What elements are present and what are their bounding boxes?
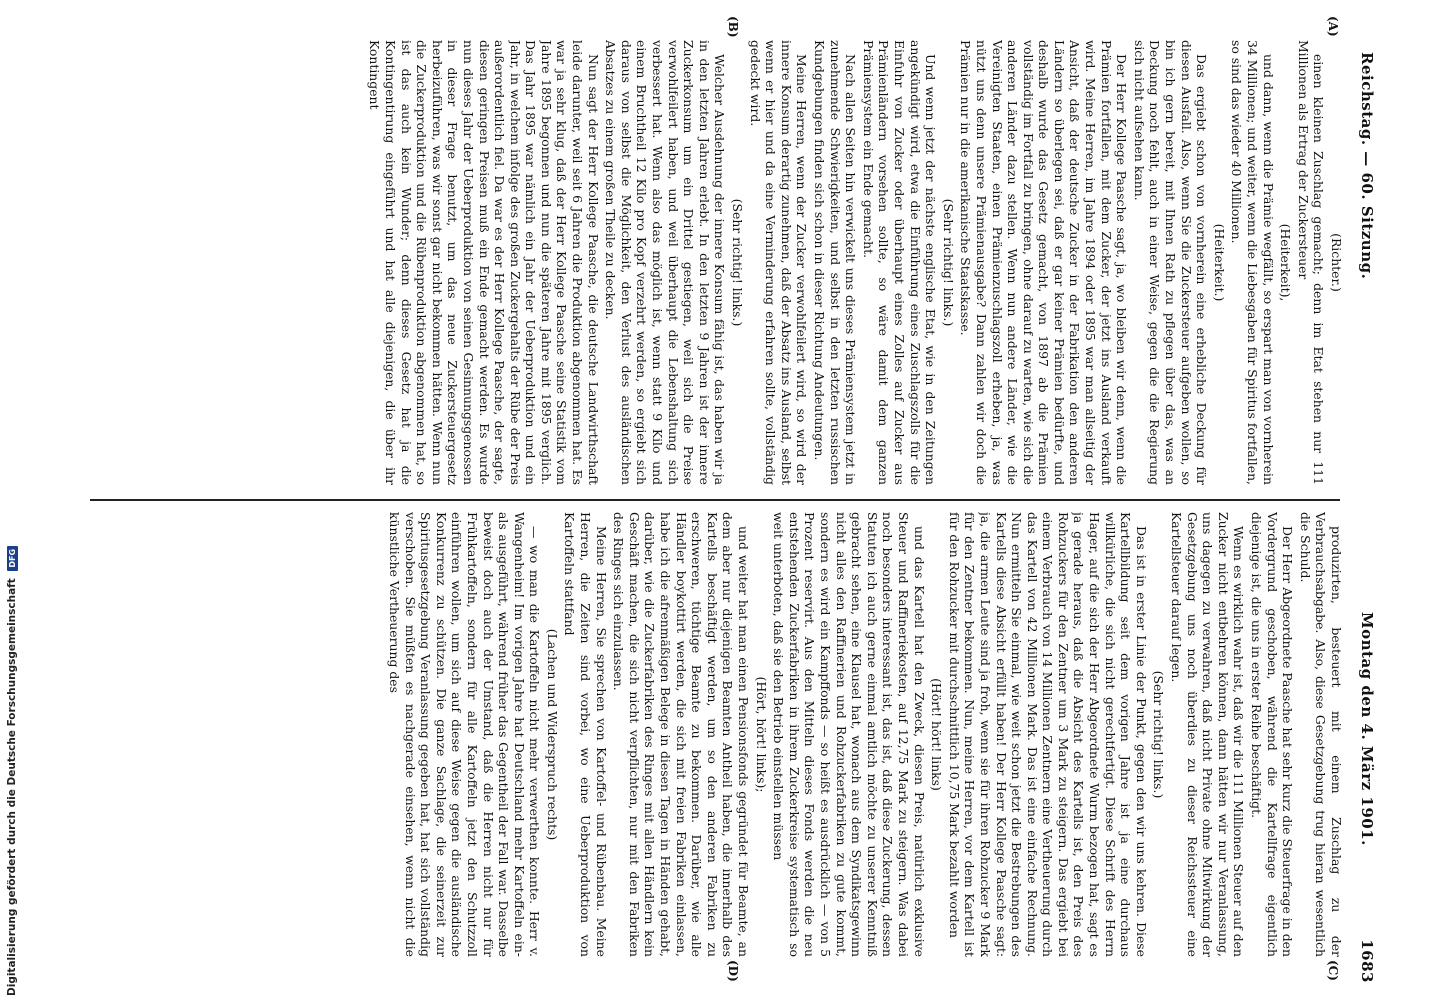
col_left-paragraph: (Heiterkeit.) [1211,223,1227,302]
col_right-paragraph: (Sehr richtig! links.) [1151,670,1167,799]
col_left-paragraph: Das ergiebt schon von vornherein eine erhebliche Deckung für diesen Ausfall. Also, wenn Sie die Zuckersteuer aufgeben wollen, so bin ich gern bereit, mit Ihnen Rath zu pflegen über das, was an Deckung noch fehlt, auch in einer Weise, gegen die die Regierung sich nicht aufsehen kann. [1131,40,1210,485]
col_left-paragraph: (Sehr richtig! links.) [940,198,956,327]
page-number: 1683 [1358,939,1376,983]
footer-credit-text: Digitalisierung gefördert durch die Deutsche Forschungsgemeinschaft [6,578,18,996]
rotated-page [80,12,1380,987]
col_left-paragraph: Der Herr Kollege Paasche sagt, ja, wo bleiben wir denn, wenn die Prämien fortfallen, mit dem Zucker, der jetzt ins Ausland verkauft wird. Meine Herren, im Jahre 1894 oder 1895 war man allseitig der Ansicht, daß der deutsche Zucker in der Fabrikation den anderen Ländern so überlegen sei, daß er gar keiner Prämien bedürfte, und deshalb wurde das Gesetz gemacht, von 1897 ab die Prämien vollständig im Fortfall zu bringen, ohne darauf zu warten, wie sich die anderen Länder dazu stellen. Wenn nun andere Länder, wie die Vereinigten Staaten, einen Prämienzuschlagszoll erheben, ja, was nützt uns denn unsere Prämienausgabe? Dann zahlen wir doch die Prämien nur in die amerikanische Staatskasse. [958,40,1130,485]
header-title: Reichstag. — 60. Sitzung. [1358,52,1376,280]
col_left-paragraph: Meine Herren, wenn der Zucker verwohlfeilert wird, so wird der innere Konsum derartig zunehmen, daß der Absatz ins Ausland, selbst wenn er hier und da eine Verminderung erfahren sollte, vollständig gedeckt wird. [747,40,810,485]
left-column [94,40,1344,485]
col_right-paragraph: Wenn es wirklich wahr ist, daß wir die 111 Millionen Steuer auf den Zucker nicht entbehren können, dann hätten wir nur Veranlassung, uns dagegen zu verwahren, daß nicht Private ohne Mitwirkung der Gesetzgebung uns noch überdies zu dieser Reichssteuer eine Kartellsteuer darauf legen. [1169,512,1247,957]
margin-label-a: (A) [1326,16,1340,37]
col_right-paragraph: Der Herr Abgeordnete Paasche hat sehr kurz die Steuerfrage in den Vordergrund geschoben, während die Kartellfrage eigentlich diejenige ist, die uns in erster Reihe beschäftigt. [1249,512,1296,957]
margin-label-c: (C) [1326,960,1340,981]
footer-strip [2,6,22,996]
col_left-paragraph: und dann, wenn die Prämie wegfällt, so erspart man von vornherein 34 Millionen; und weiter, wenn die Liebesgaben für Spiritus fortfallen, so sind das wieder 40 Millionen. [1229,40,1276,485]
col_left-paragraph: Nun sagt der Herr Kollege Paasche, die deutsche Landwirthschaft leide darunter, weil seit 6 Jahren die Produktion abgenommen hat. Es war ja sehr klug, daß der Herr Kollege Paasche seine Statistik vom Jahre 1895 begonnen und nun die späteren Jahre mit 1895 verglich. Das Jahr 1895 war nämlich ein Jahr der Ueberproduktion und ein Jahr, in welchem infolge des großen Zuckergehalts der Rübe der Preis außerordentlich fiel. Da war es der Herr Kollege Paasche, der sagte, diesen geringen Preisen muß ein Ende gemacht werden. Es wurde nun dieses Jahr der Ueberproduktion von seinen Gesinnungsgenossen in dieser Frage benutzt, um das neue Zuckersteuergesetz herbeizuführen, was wir sonst gar nicht bekommen hätten. Wenn nun die Zuckerproduktion und die Rübenproduktion abgenommen hat, so ist das auch kein Wunder; denn dieses Gesetz hat ja die Kontingentirung eingeführt und hat alle diejenigen, die über ihr Kontingent [367,40,601,485]
footer-credit [6,546,18,996]
col_right-paragraph: produzirten, besteuert mit einem Zuschlag zu der Verbrauchsabgabe. Also, diese Gesetzgebung trug hieran wesentlich die Schuld. [1297,512,1344,957]
right-column [94,512,1344,957]
col_right-paragraph: Das ist in erster Linie der Punkt, gegen den wir uns kehren. Diese Kartellbildung seit dem vorigen Jahre ist ja eine durchaus willkürliche, die sich nicht gerechtfertigt. Diese Schrift des Herrn Hager, auf die sich der Herr Abgeordnete Wurm bezogen hat, sagt es ja gerade heraus, daß die Absicht des Kartells ist, den Preis des Rohzuckers für den Zentner um 3 Mark zu steigern. Das ergiebt bei einem Verbrauch von 14 Millionen Zentnern eine Vertheuerung durch das Kartell von 42 Millionen Mark. Das ist eine einfache Rechnung. Nun ermitteln Sie einmal, wie weit schon jetzt die Bestrebungen des Kartells diese Absicht erfüllt haben! Der Herr Kollege Paasche sagt: ja, die armen Leute sind ja froh, wenn sie für ihren Rohzucker 9 Mark für den Zentner bekommen. Nun, meine Herren, vor dem Kartell ist für den Rohzucker mit durchschnittlich 10,75 Mark bezahlt worden [946,512,1149,957]
col_right-paragraph: und weiter hat man einen Pensionsfonds gegründet für Beamte, an dem aber nur diejenigen Beamten Antheil haben, die innerhalb des Kartells beschäftigt werden, um so den anderen Fabriken zu erschweren, tüchtige Beamte zu bekommen. Darüber, wie alle Händler boykottirt werden, die sich mit freien Fabriken einlassen, habe ich die afrenmäßigen Belege in diesen Tagen in Händen gehabt, darüber, wie die Zuckerfabriken des Ringes mit allen Händlern kein Geschäft machen, die sich nicht verpflichten, nur mit den Fabriken des Ringes sich einzulassen. [611,512,752,957]
col_right-paragraph: (Hört, hört! links); [753,676,769,793]
col_right-paragraph: Meine Herren, Sie sprechen von Kartoffel- und Rübenbau. Meine Herren, die Zeiten sind vorbei, wo eine Ueberproduktion von Kartoffeln stattfand [562,512,609,957]
col_left-paragraph: Welcher Ausdehnung der innere Konsum fähig ist, das haben wir ja in den letzten Jahren erlebt. In den letzten 9 Jahren ist der innere Zuckerkonsum um ein Drittel gestiegen, weil sich die Preise verwohlfeilert haben, und weil überhaupt die Lebenshaltung sich verbessert hat. Wenn also das möglich ist, wenn statt 9 Kilo und einem Bruchtheil 12 Kilo pro Kopf verzehrt werden, so ergiebt sich daraus von selbst die Möglichkeit, den Verlust des ausländischen Absatzes zu einem großen Theile zu decken. [603,40,728,485]
margin-label-b: (B) [726,16,740,38]
page-header [1350,12,1380,987]
margin-label-d: (D) [726,960,740,982]
col_right-paragraph: (Lachen und Widerspruch rechts) [544,628,560,841]
col_right-paragraph: — wo man die Kartoffeln nicht mehr verwerthen konnte. Herr v. Wangenheim! Im vorigen Jahre hat Deutschland mehr Kartoffeln ein- als ausgeführt, während früher das Gegentheil der Fall war. Dasselbe beweist doch auch der Umstand, daß die Herren nicht nur für Frühkartoffeln, sondern für alle Kartoffeln jetzt den Schutzzoll einführen wollen, um sich auf diese Weise gegen die ausländische Konkurrenz zu schützen. Die ganze Sachlage, die seinerzeit zur Spiritusgesetzgebung Veranlassung gegeben hat, hat sich vollständig verschoben. Sie müßten es nachgerade einsehen, wenn nicht die künstliche Vertheuerung des [386,512,543,957]
header-date: Montag den 4. März 1901. [1358,612,1376,846]
col_left-paragraph: (Heiterkeit), [1278,223,1294,302]
col_left-paragraph: (Sehr richtig! links.) [730,198,746,327]
col_left-paragraph: Und wenn jetzt der nächste englische Etat, wie in den Zeitungen angekündigt wird, etwa die Einführung eines Zuschlagszolls für die Einfuhr von Zucker oder überhaupt eines Zolles auf Zucker aus Prämienländern vorsehen sollte, so wäre damit dem ganzen Prämiensystem ein Ende gemacht. [860,40,939,485]
col_left-paragraph: (Richter.) [1329,233,1344,292]
col_right-paragraph: (Hört! hört! links) [929,678,945,791]
dfg-logo-icon: DFG [7,546,18,571]
column-divider [90,499,1340,501]
col_left-paragraph: Nach allen Seiten hin verwickelt uns dieses Prämiensystem jetzt in zunehmende Schwierigkeiten, und selbst in den letzten russischen Kundgebungen finden sich schon in dieser Richtung Andeutungen. [812,40,859,485]
col_right-paragraph: und das Kartell hat den Zweck, diesen Preis, natürlich exklusive Steuer und Raffineriekosten, auf 12,75 Mark zu steigern. Was dabei noch besonders interessant ist, das ist, daß diese Zuckerung, dessen Statuten ich auch gerne einmal amtlich möchte zu unserer Kenntniß gebracht sehen, eine Klausel hat, wonach aus dem Syndikatsgewinn nicht alles den Raffinerien und Rohzuckerfabriken zu gute kommt, sondern es wird ein Kampffonds — so heißt es ausdrücklich — von 5 Prozent reservirt. Aus den Mitteln dieses Fonds werden die neu entstehenden Zuckerfabriken in ihrem Zuckerkreise systematisch so weit unterboten, daß sie den Betrieb einstellen müssen [771,512,927,957]
col_left-paragraph: einen kleinen Zuschlag gemacht; denn im Etat stehen nur 111 Millionen als Ertrag der Zuckersteuer [1295,40,1327,485]
